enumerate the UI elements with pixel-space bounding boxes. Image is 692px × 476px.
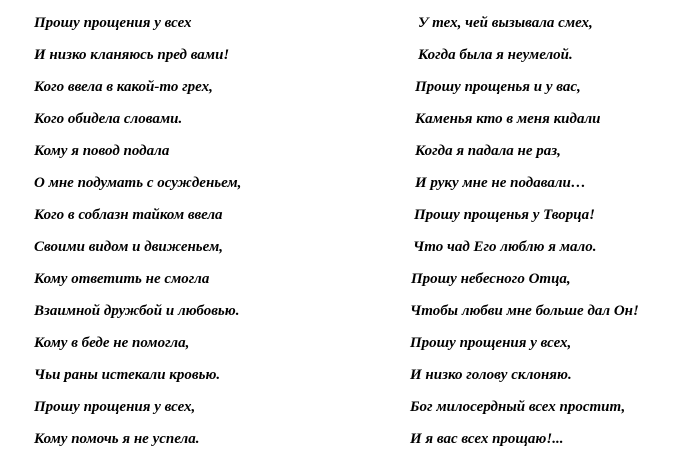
poem-line: Прошу прощенья и у вас, (415, 79, 581, 95)
poem-line: И низко голову склоняю. (410, 367, 572, 383)
poem-line: Кого в соблазн тайком ввела (34, 207, 223, 223)
poem-line: О мне подумать с осужденьем, (34, 175, 242, 191)
poem-line: Чтобы любви мне больше дал Он! (410, 303, 639, 319)
poem-line: Прошу прощения у всех, (410, 335, 572, 351)
poem-line: Чьи раны истекали кровью. (34, 367, 221, 383)
poem-line: У тех, чей вызывала смех, (418, 15, 593, 31)
poem-line: Когда я падала не раз, (415, 143, 561, 159)
poem-line: Бог милосердный всех простит, (410, 399, 626, 415)
poem-line: Кого ввела в какой-то грех, (34, 79, 213, 95)
poem-line: Что чад Его люблю я мало. (413, 239, 597, 255)
poem-line: И руку мне не подавали… (415, 175, 586, 191)
poem-line: Взаимной дружбой и любовью. (34, 303, 240, 319)
poem-line: Каменья кто в меня кидали (415, 111, 601, 127)
poem-line: И низко кланяюсь пред вами! (34, 47, 230, 63)
poem-line: Кому в беде не помогла, (34, 335, 190, 351)
poem-line: Прошу прощенья у Творца! (414, 207, 595, 223)
poem-line: Кому я повод подала (34, 143, 170, 159)
poem-line: Прошу небесного Отца, (411, 271, 571, 287)
poem-line: Прошу прощения у всех, (34, 399, 196, 415)
poem-line: Прошу прощения у всех (34, 15, 192, 31)
poem-line: Когда была я неумелой. (418, 47, 573, 63)
poem-line: И я вас всех прощаю!... (410, 431, 564, 447)
poem-line: Кому помочь я не успела. (34, 431, 200, 447)
poem-line: Своими видом и движеньем, (34, 239, 223, 255)
poem-line: Кому ответить не смогла (34, 271, 210, 287)
poem-line: Кого обидела словами. (34, 111, 183, 127)
